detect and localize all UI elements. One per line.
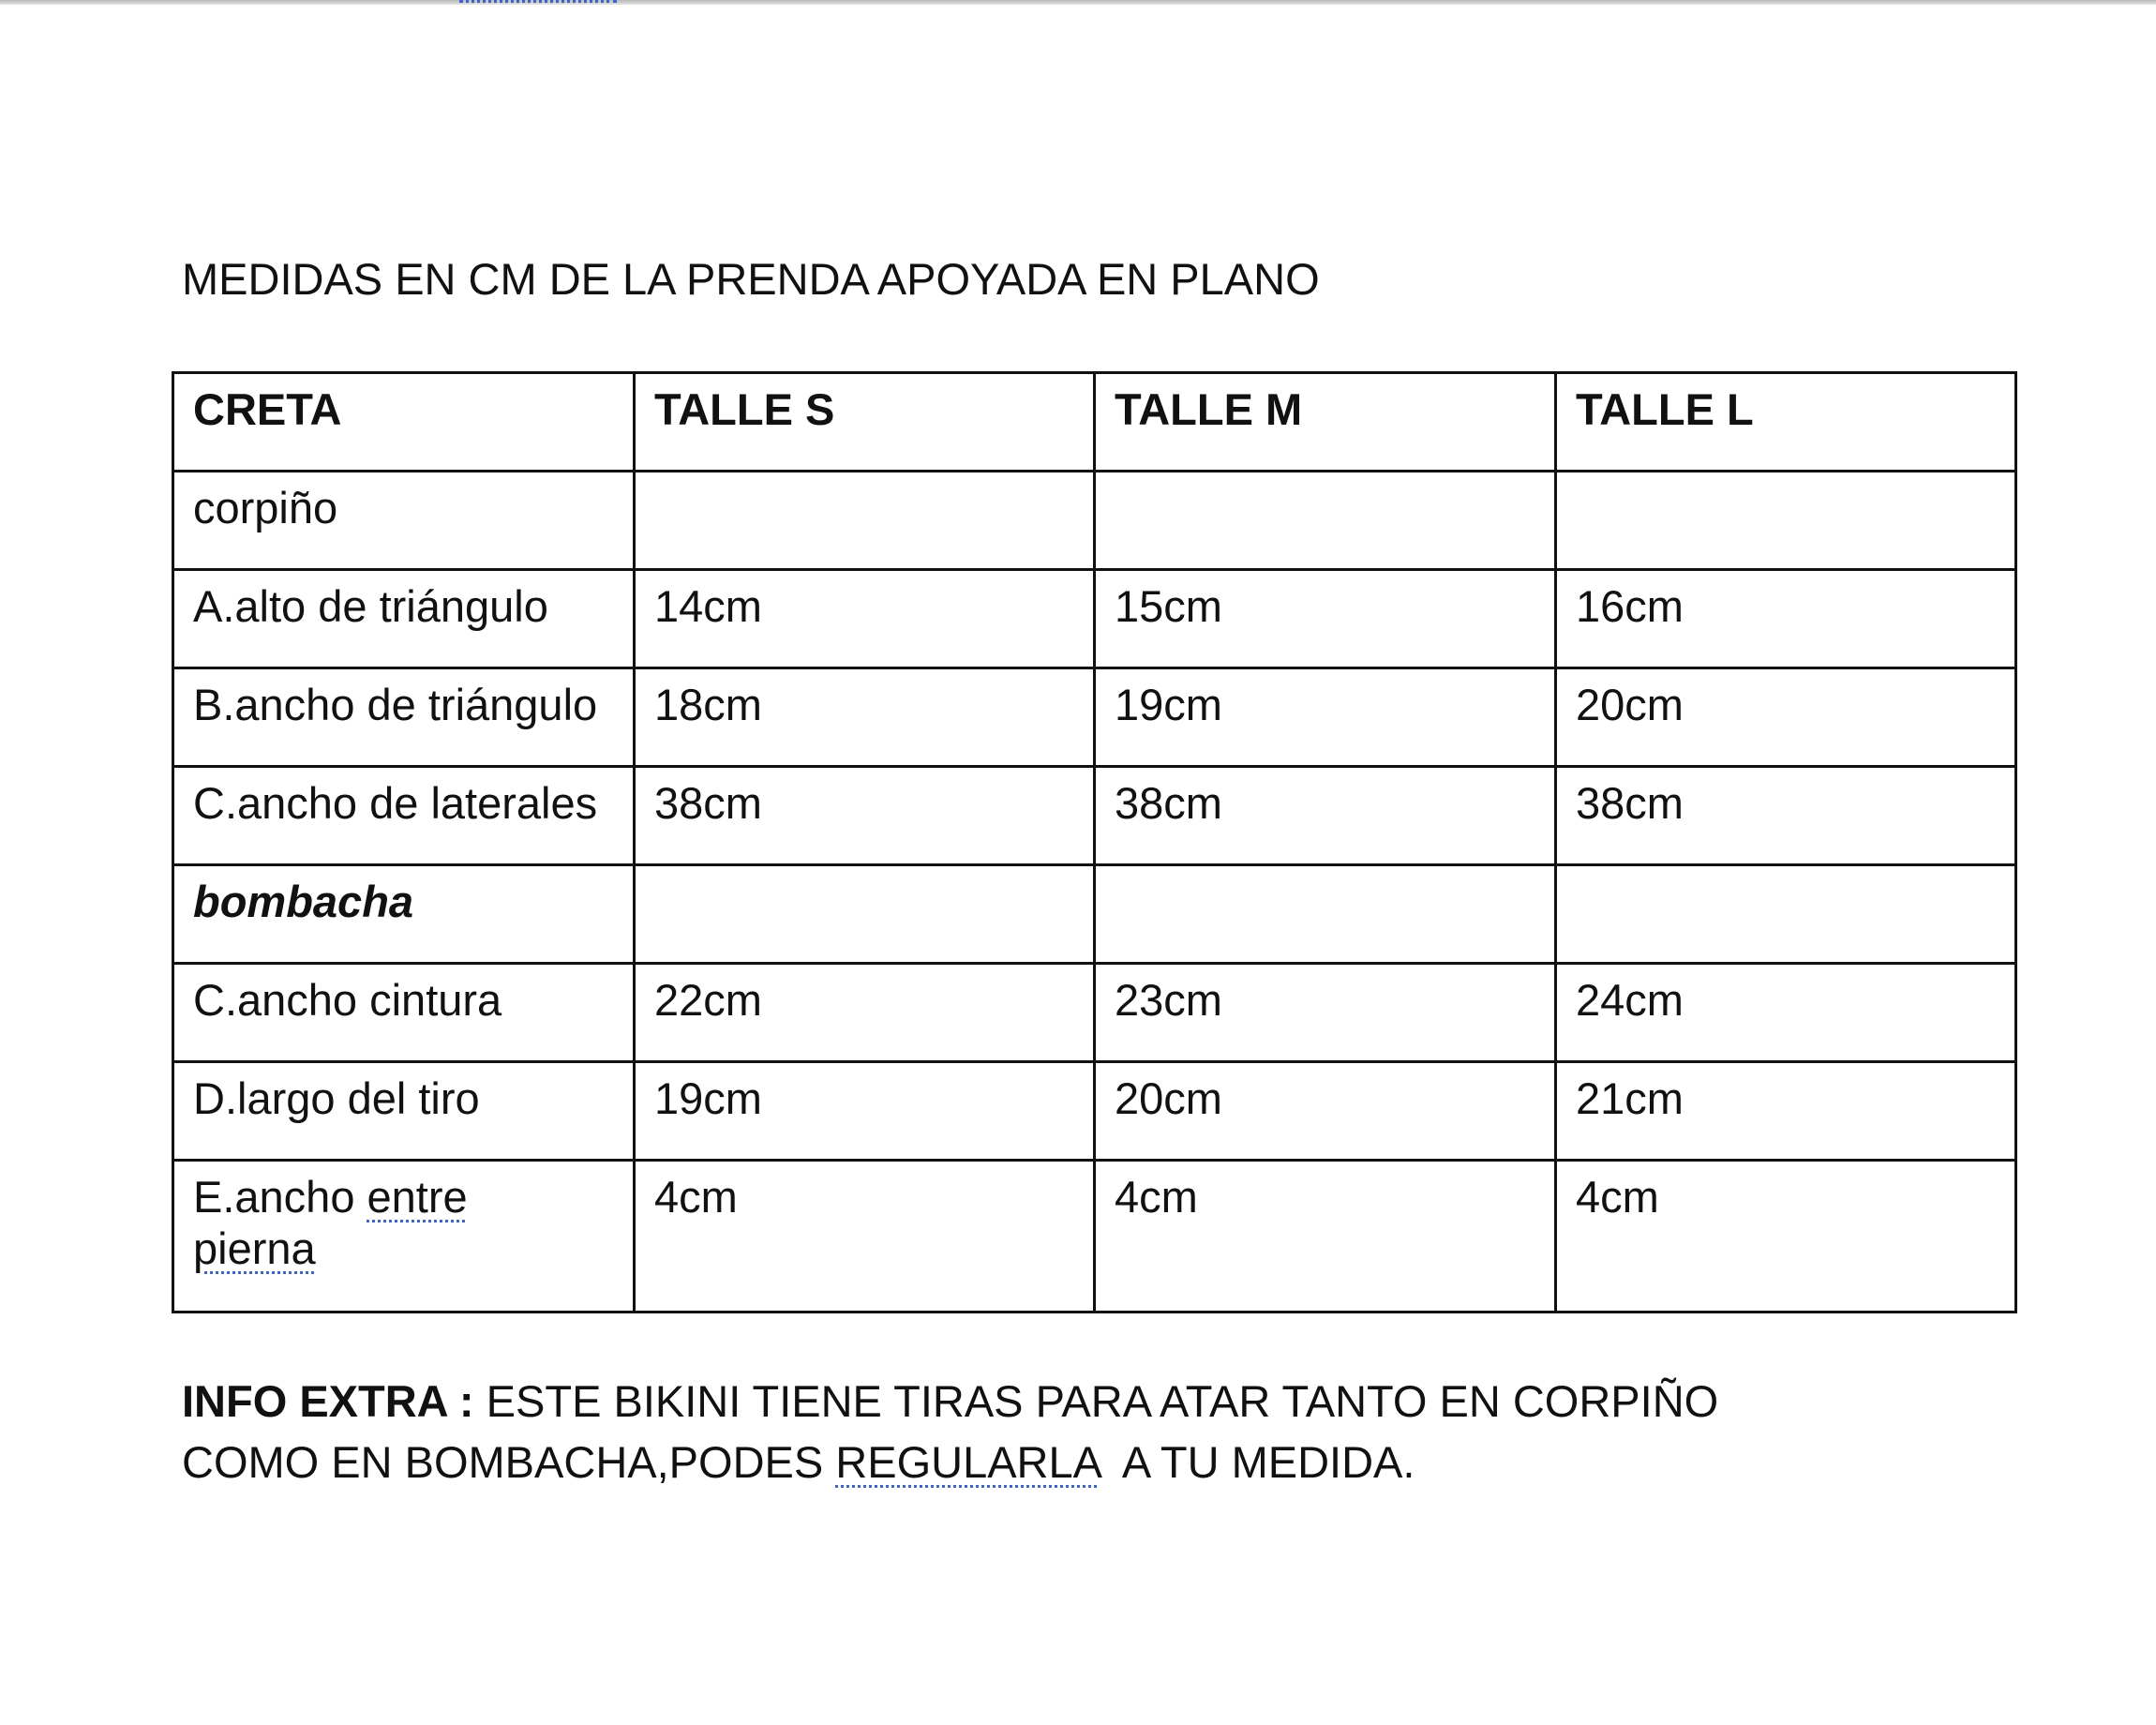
- size-table: [172, 371, 2017, 1313]
- cell-talle-s: 14cm: [635, 570, 1095, 668]
- spellcheck-word: pierna: [193, 1223, 316, 1273]
- cell-talle-m: 19cm: [1095, 668, 1556, 767]
- page-heading: MEDIDAS EN CM DE LA PRENDA APOYADA EN PLANO: [182, 254, 1320, 304]
- extra-info: [182, 1371, 2019, 1492]
- row-label: B.ancho de triángulo: [173, 668, 635, 767]
- spellcheck-word: entre: [367, 1172, 468, 1222]
- extra-info-line2-start: COMO EN BOMBACHA,PODES: [182, 1437, 836, 1487]
- cell-talle-s: 22cm: [635, 964, 1095, 1062]
- cell-talle-s: 4cm: [635, 1161, 1095, 1312]
- extra-info-line1: ESTE BIKINI TIENE TIRAS PARA ATAR TANTO EN CORPIÑO: [486, 1376, 1719, 1426]
- cell-talle-l: 4cm: [1556, 1161, 2016, 1312]
- table-row: [173, 767, 2016, 865]
- table-row: [173, 1062, 2016, 1161]
- header-cell-creta: CRETA: [173, 373, 635, 472]
- header-cell-talle-l: TALLE L: [1556, 373, 2016, 472]
- spellcheck-mark: [459, 0, 617, 3]
- cell-talle-l: [1556, 472, 2016, 570]
- cell-talle-m: 4cm: [1095, 1161, 1556, 1312]
- cell-talle-s: [635, 472, 1095, 570]
- row-label: bombacha: [173, 865, 635, 964]
- cell-talle-l: 38cm: [1556, 767, 2016, 865]
- cell-talle-l: 24cm: [1556, 964, 2016, 1062]
- table-row: [173, 570, 2016, 668]
- cell-talle-m: 20cm: [1095, 1062, 1556, 1161]
- header-cell-talle-m: TALLE M: [1095, 373, 1556, 472]
- cell-talle-m: [1095, 472, 1556, 570]
- cell-talle-m: [1095, 865, 1556, 964]
- cell-talle-s: 18cm: [635, 668, 1095, 767]
- row-label: corpiño: [173, 472, 635, 570]
- cell-talle-m: 23cm: [1095, 964, 1556, 1062]
- row-label: D.largo del tiro: [173, 1062, 635, 1161]
- table-row: [173, 964, 2016, 1062]
- extra-info-label: INFO EXTRA :: [182, 1376, 474, 1426]
- cell-talle-l: [1556, 865, 2016, 964]
- table-row-corpino: [173, 472, 2016, 570]
- cell-talle-l: 20cm: [1556, 668, 2016, 767]
- cell-talle-s: [635, 865, 1095, 964]
- cell-talle-s: 19cm: [635, 1062, 1095, 1161]
- page-top-border: [0, 0, 2156, 5]
- row-label: A.alto de triángulo: [173, 570, 635, 668]
- table-header-row: [173, 373, 2016, 472]
- cell-talle-m: 15cm: [1095, 570, 1556, 668]
- extra-info-line2-end: A TU MEDIDA.: [1100, 1437, 1415, 1487]
- table-row-bombacha: [173, 865, 2016, 964]
- row-label: C.ancho cintura: [173, 964, 635, 1062]
- spellcheck-word: REGULARLA: [835, 1437, 1100, 1487]
- cell-talle-l: 16cm: [1556, 570, 2016, 668]
- row-label: C.ancho de laterales: [173, 767, 635, 865]
- table-row: [173, 1161, 2016, 1312]
- table-row: [173, 668, 2016, 767]
- cell-talle-m: 38cm: [1095, 767, 1556, 865]
- row-label-prefix: E.ancho: [193, 1172, 367, 1222]
- cell-talle-s: 38cm: [635, 767, 1095, 865]
- header-cell-talle-s: TALLE S: [635, 373, 1095, 472]
- row-label: [173, 1161, 635, 1312]
- cell-talle-l: 21cm: [1556, 1062, 2016, 1161]
